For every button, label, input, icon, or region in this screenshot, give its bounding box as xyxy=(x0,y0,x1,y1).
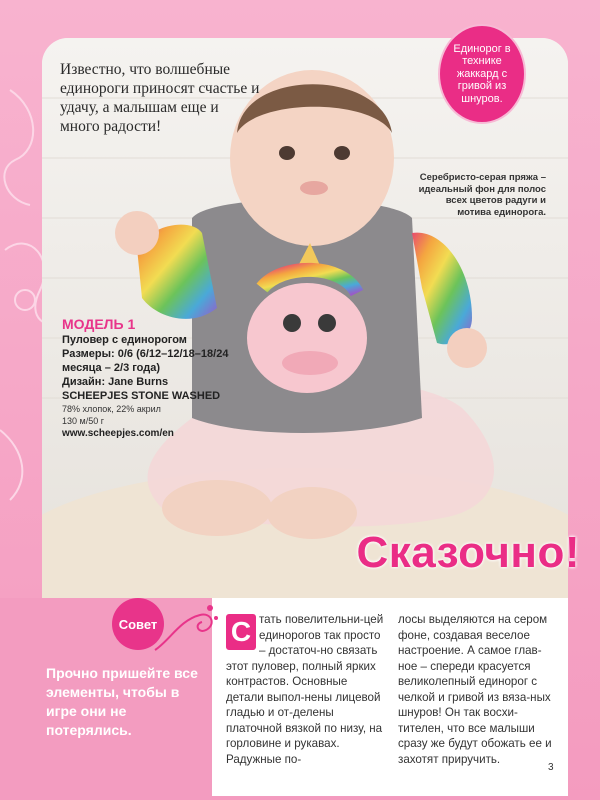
drop-cap: С xyxy=(226,614,256,650)
article-text-1: тать повелительни-цей единорогов так просто – достаточ-но связать этот пуловер, полный ярких контрастов. Основные детали выпол-нены лицевой гладью и от-делены платочной вязкой по низу, на горловине и рукавах. Радужные по- xyxy=(226,613,384,766)
flourish-icon xyxy=(150,600,220,660)
model-url: www.scheepjes.com/en xyxy=(62,428,174,439)
article-text-2: лосы выделяются на сером фоне, создавая веселое настроение. А самое глав-ное – спереди красуется великолепный единорог с челкой и гривой из вяза-ных шнуров! Он так восхи-тителен, что все малыши сразу же будут обожать ее и захотят приручить. xyxy=(398,613,552,766)
tip-text: Прочно пришейте все элементы, чтобы в игре они не потерялись. xyxy=(46,665,198,738)
headline: Сказочно! xyxy=(356,528,580,577)
model-composition: 78% хлопок, 22% акрил xyxy=(62,404,161,414)
model-yarn-name: SCHEEPJES STONE WASHED xyxy=(62,390,221,402)
model-sizes: Размеры: 0/6 (6/12–12/18–18/24 месяца – 2/3 года) xyxy=(62,348,229,374)
tip-label: Совет xyxy=(112,598,164,650)
model-designer: Дизайн: Jane Burns xyxy=(62,376,169,388)
model-weight: 130 м/50 г xyxy=(62,416,104,426)
article-body xyxy=(226,612,556,767)
feature-badge xyxy=(438,24,526,124)
badge-text: Единорог в технике жаккард с гривой из шнуров. xyxy=(453,42,511,105)
intro-text: Известно, что волшебные единороги приносят счастье и удачу, а малышам еще и много радости! xyxy=(60,61,260,135)
article-column-1 xyxy=(226,612,384,767)
model-title: МОДЕЛЬ 1 xyxy=(62,316,136,332)
article-column-2 xyxy=(398,612,556,767)
model-info xyxy=(62,316,232,441)
model-item: Пуловер с единорогом xyxy=(62,334,187,346)
page-number: 3 xyxy=(548,762,554,773)
yarn-caption: Серебристо-серая пряжа – идеальный фон для полос всех цветов радуги и мотива единорога. xyxy=(418,172,546,218)
